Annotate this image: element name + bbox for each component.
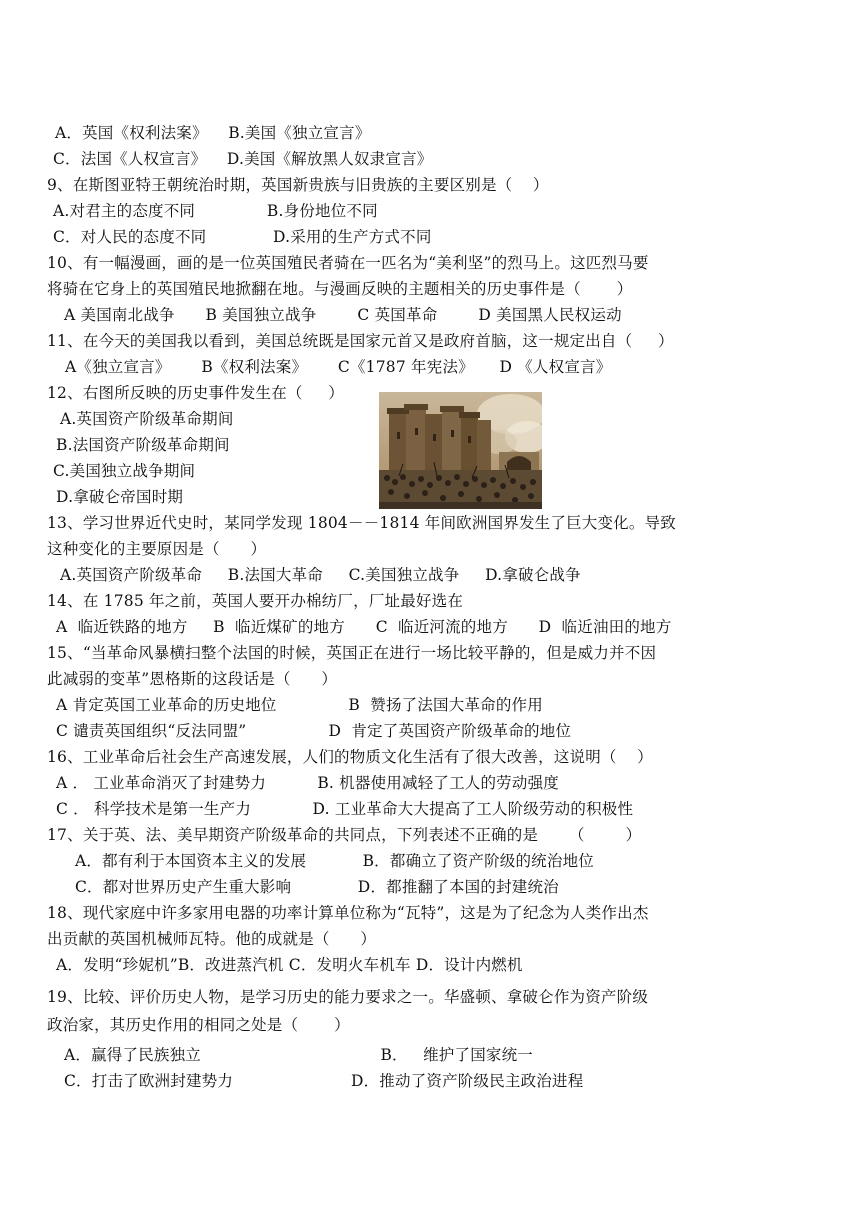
q14-options: A 临近铁路的地方 B 临近煤矿的地方 C 临近河流的地方 D 临近油田的地方 [56,618,672,636]
q10-stem-line1: 10、有一幅漫画，画的是一位英国殖民者骑在一匹名为“美利坚”的烈马上。这匹烈马要 [47,254,649,272]
q11-options: A《独立宣言》 B《权利法案》 C《1787 年宪法》 D 《人权宣言》 [65,358,612,376]
q19-stem-line2: 政治家，其历史作用的相同之处是（ ） [47,1016,350,1034]
q17-options-row1: A．都有利于本国资本主义的发展 B．都确立了资产阶级的统治地位 [75,852,594,870]
q12-option-d: D.拿破仑帝国时期 [56,488,184,506]
fortress-battle-illustration [379,392,542,509]
q16-options-row1: A ． 工业革命消灭了封建势力 B. 机器使用减轻了工人的劳动强度 [56,774,559,792]
q12-option-a: A.英国资产阶级革命期间 [60,410,234,428]
q17-stem: 17、关于英、法、美早期资产阶级革命的共同点，下列表述不正确的是 （ ） [47,826,642,844]
q19-options-row2: C．打击了欧洲封建势力 D．推动了资产阶级民主政治进程 [64,1072,584,1090]
q13-stem-line2: 这种变化的主要原因是（ ） [47,540,267,558]
q16-options-row2: C ． 科学技术是第一生产力 D. 工业革命大大提高了工人阶级劳动的积极性 [56,800,634,818]
q16-stem: 16、工业革命后社会生产高速发展，人们的物质文化生活有了很大改善，这说明（ ） [47,748,653,766]
q12-option-b: B.法国资产阶级革命期间 [56,436,230,454]
q10-options: A 美国南北战争 B 美国独立战争 C 英国革命 D 美国黑人民权运动 [64,306,622,324]
q15-options-row1: A 肯定英国工业革命的历史地位 B 赞扬了法国大革命的作用 [56,696,543,714]
q12-option-c: C.美国独立战争期间 [53,462,196,480]
q8-options-row1: A．英国《权利法案》 B.美国《独立宣言》 [55,124,371,142]
q18-stem-line1: 18、现代家庭中许多家用电器的功率计算单位称为“瓦特”，这是为了纪念为人类作出杰 [47,904,649,922]
q8-options-row2: C．法国《人权宣言》 D.美国《解放黑人奴隶宣言》 [53,150,433,168]
q15-stem-line1: 15、“当革命风暴横扫整个法国的时候，英国正在进行一场比较平静的，但是威力并不因 [47,644,657,662]
q13-stem-line1: 13、学习世界近代史时，某同学发现 1804－－1814 年间欧洲国界发生了巨大变化。导致 [47,514,676,532]
q11-stem: 11、在今天的美国我以看到，美国总统既是国家元首又是政府首脑，这一规定出自（ ） [47,332,674,350]
q18-stem-line2: 出贡献的英国机械师瓦特。他的成就是（ ） [47,930,377,948]
q10-stem-line2: 将骑在它身上的英国殖民地掀翻在地。与漫画反映的主题相关的历史事件是（ ） [47,280,633,298]
q15-stem-line2: 此减弱的变革”恩格斯的这段话是（ ） [47,670,338,688]
q19-options-row1: A．赢得了民族独立 B． 维护了国家统一 [64,1046,534,1064]
q18-options: A．发明“珍妮机”B．改进蒸汽机 C．发明火车机车 D．设计内燃机 [56,956,523,974]
q9-options-row2: C．对人民的态度不同 D.采用的生产方式不同 [53,228,432,246]
q12-stem: 12、右图所反映的历史事件发生在（ ） [47,384,344,402]
q9-options-row1: A.对君主的态度不同 B.身份地位不同 [53,202,378,220]
q17-options-row2: C．都对世界历史产生重大影响 D．都推翻了本国的封建统治 [75,878,559,896]
q13-options: A.英国资产阶级革命 B.法国大革命 C.美国独立战争 D.拿破仑战争 [60,566,581,584]
q19-stem-line1: 19、比较、评价历史人物，是学习历史的能力要求之一。华盛顿、拿破仑作为资产阶级 [47,988,649,1006]
q9-stem: 9、在斯图亚特王朝统治时期，英国新贵族与旧贵族的主要区别是（ ） [47,176,549,194]
q14-stem: 14、在 1785 年之前，英国人要开办棉纺厂，厂址最好选在 [47,592,464,610]
q15-options-row2: C 谴责英国组织“反法同盟” D 肯定了英国资产阶级革命的地位 [56,722,572,740]
bastille-painting-image [379,392,542,509]
